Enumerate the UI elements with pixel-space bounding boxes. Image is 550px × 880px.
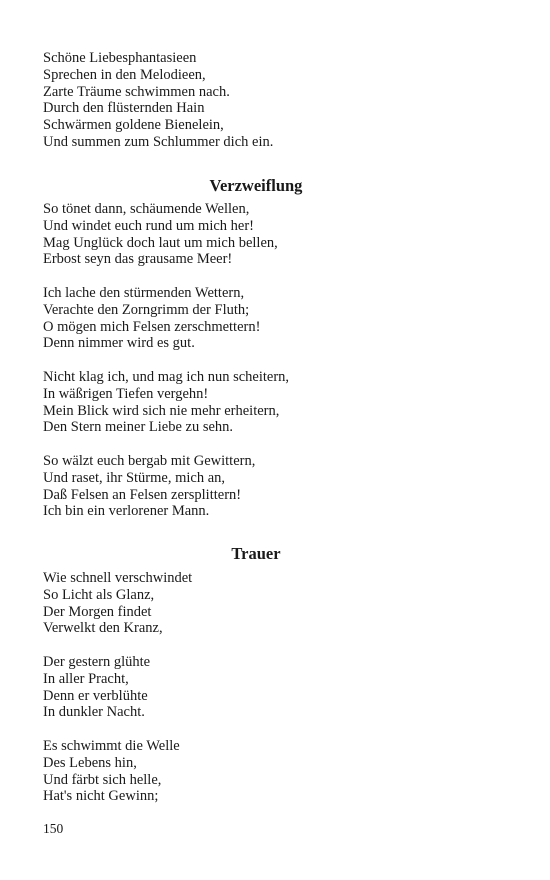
verse-line: Es schwimmt die Welle xyxy=(43,738,180,754)
poem-stanza xyxy=(43,570,192,637)
verse-line: So tönet dann, schäumende Wellen, xyxy=(43,201,250,217)
verse-line: In aller Pracht, xyxy=(43,670,129,687)
verse-line: In dunkler Nacht. xyxy=(43,704,145,721)
verse-line: Wie schnell verschwindet xyxy=(43,570,193,586)
verse-line: Durch den flüsternden Hain xyxy=(43,100,205,117)
poem-stanza xyxy=(43,369,289,436)
verse-line: Und summen zum Schlummer dich ein. xyxy=(43,133,274,150)
verse-line: Hat's nicht Gewinn; xyxy=(43,788,159,805)
verse-line: Denn nimmer wird es gut. xyxy=(43,335,195,352)
verse-line: Daß Felsen an Felsen zersplittern! xyxy=(43,486,242,503)
verse-line: Schöne Liebesphantasieen xyxy=(43,50,197,66)
poem-stanza xyxy=(43,738,180,805)
verse-line: So wälzt euch bergab mit Gewittern, xyxy=(43,453,256,469)
poem-stanza xyxy=(43,285,260,352)
verse-line: Nicht klag ich, und mag ich nun scheitern, xyxy=(43,369,290,385)
verse-line: Ich bin ein verlorener Mann. xyxy=(43,503,210,520)
verse-line: Verwelkt den Kranz, xyxy=(43,620,163,637)
poem-stanza xyxy=(43,50,273,151)
poem-title: Verzweiflung xyxy=(209,176,303,195)
page-number: 150 xyxy=(43,821,64,836)
poem-stanza xyxy=(43,453,255,520)
verse-line: Ich lache den stürmenden Wettern, xyxy=(43,285,245,301)
verse-line: Verachte den Zorngrimm der Fluth; xyxy=(43,301,250,318)
verse-line: Schwärmen goldene Bienelein, xyxy=(43,117,224,134)
verse-line: Der gestern glühte xyxy=(43,654,151,670)
verse-line: Zarte Träume schwimmen nach. xyxy=(43,83,230,100)
poem-title: Trauer xyxy=(231,544,281,563)
verse-line: So Licht als Glanz, xyxy=(43,586,155,603)
verse-line: Denn er verblühte xyxy=(43,687,148,704)
verse-line: Und windet euch rund um mich her! xyxy=(43,217,255,234)
verse-line: Sprechen in den Melodieen, xyxy=(43,66,206,83)
verse-line: Erbost seyn das grausame Meer! xyxy=(43,251,233,268)
verse-line: In wäßrigen Tiefen vergehn! xyxy=(43,385,209,402)
poem-stanza xyxy=(43,201,278,268)
verse-line: Den Stern meiner Liebe zu sehn. xyxy=(43,419,234,436)
verse-line: Des Lebens hin, xyxy=(43,754,137,771)
verse-line: O mögen mich Felsen zerschmettern! xyxy=(43,318,261,335)
poem-stanza xyxy=(43,654,150,721)
verse-line: Der Morgen findet xyxy=(43,603,152,620)
verse-line: Mag Unglück doch laut um mich bellen, xyxy=(43,234,278,251)
verse-line: Und raset, ihr Stürme, mich an, xyxy=(43,469,226,486)
verse-line: Mein Blick wird sich nie mehr erheitern, xyxy=(43,402,280,419)
verse-line: Und färbt sich helle, xyxy=(43,771,162,788)
